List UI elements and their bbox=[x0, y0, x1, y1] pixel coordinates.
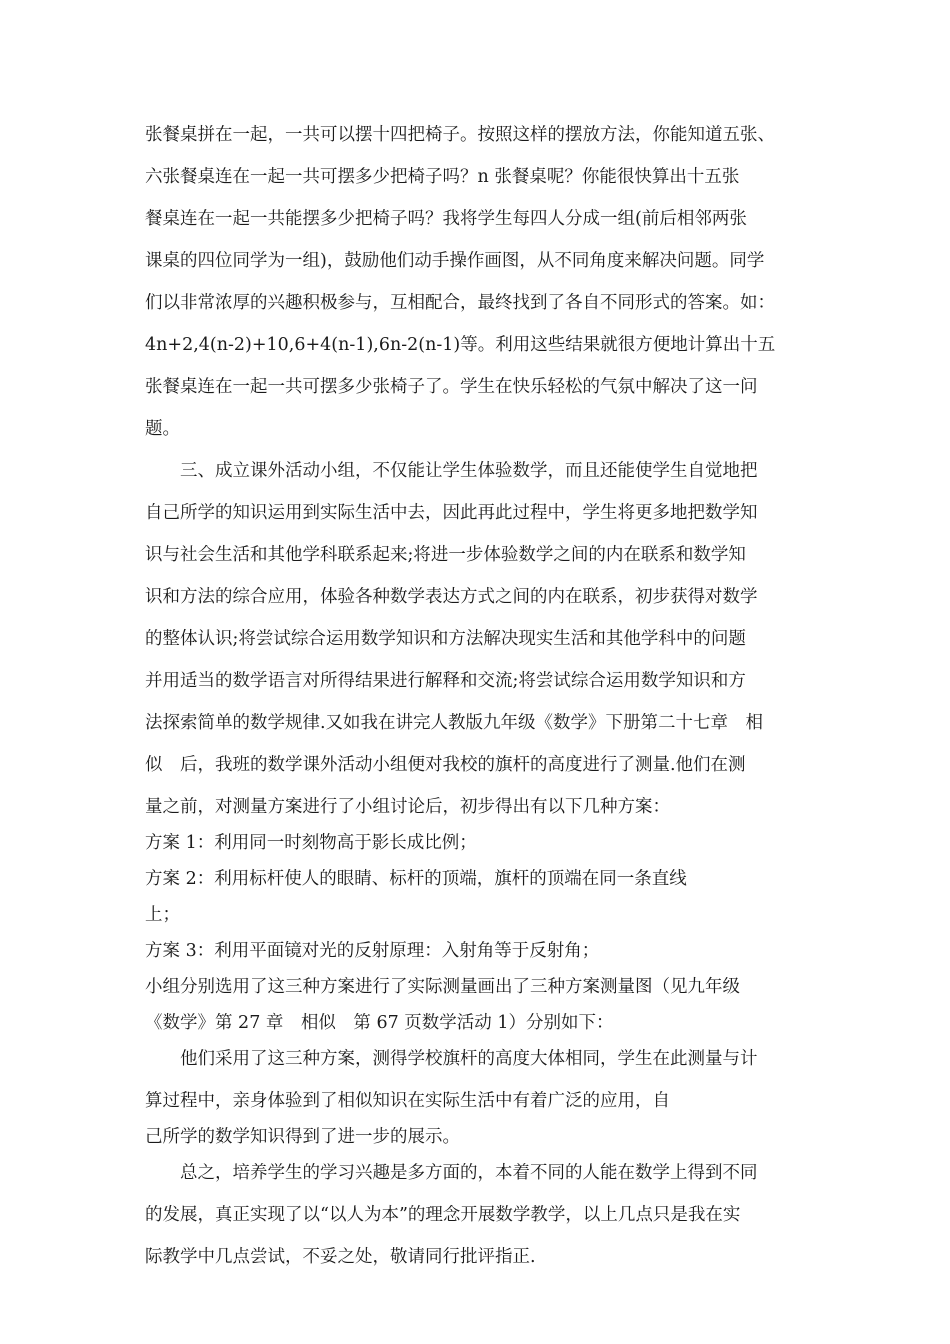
text-line: 4n+2,4(n-2)+10,6+4(n-1),6n-2(n-1)等。利用这些结果就很方便地计算出十五 bbox=[145, 335, 776, 355]
text-line: 的整体认识;将尝试综合运用数学知识和方法解决现实生活和其他学科中的问题 bbox=[145, 629, 746, 649]
text-line: 课桌的四位同学为一组)，鼓励他们动手操作画图，从不同角度来解决问题。同学 bbox=[145, 251, 765, 271]
text-line: 己所学的数学知识得到了进一步的展示。 bbox=[145, 1127, 460, 1147]
text-line: 餐桌连在一起一共能摆多少把椅子吗？我将学生每四人分成一组(前后相邻两张 bbox=[145, 209, 747, 229]
text-line: 方案 3：利用平面镜对光的反射原理：入射角等于反射角； bbox=[145, 941, 600, 961]
text-line: 方案 2：利用标杆使人的眼睛、标杆的顶端，旗杆的顶端在同一条直线 bbox=[145, 869, 687, 889]
text-line: 识和方法的综合应用，体验各种数学表达方式之间的内在联系，初步获得对数学 bbox=[145, 587, 758, 607]
text-line: 际教学中几点尝试，不妥之处，敬请同行批评指正. bbox=[145, 1247, 536, 1267]
text-line: 方案 1：利用同一时刻物高于影长成比例； bbox=[145, 833, 477, 853]
text-line: 张餐桌拼在一起，一共可以摆十四把椅子。按照这样的摆放方法，你能知道五张、 bbox=[145, 125, 775, 145]
text-line: 题。 bbox=[145, 419, 180, 439]
text-line: 并用适当的数学语言对所得结果进行解释和交流;将尝试综合运用数学知识和方 bbox=[145, 671, 746, 691]
text-line: 似 后，我班的数学课外活动小组便对我校的旗杆的高度进行了测量.他们在测 bbox=[145, 755, 746, 775]
text-line: 识与社会生活和其他学科联系起来;将进一步体验数学之间的内在联系和数学知 bbox=[145, 545, 746, 565]
text-line: 总之，培养学生的学习兴趣是多方面的，本着不同的人能在数学上得到不同 bbox=[180, 1163, 758, 1183]
text-line: 六张餐桌连在一起一共可摆多少把椅子吗？n 张餐桌呢？你能很快算出十五张 bbox=[145, 167, 740, 187]
text-line: 算过程中，亲身体验到了相似知识在实际生活中有着广泛的应用，自 bbox=[145, 1091, 670, 1111]
text-line: 上； bbox=[145, 905, 180, 925]
text-line: 量之前，对测量方案进行了小组讨论后，初步得出有以下几种方案： bbox=[145, 797, 670, 817]
text-line: 自己所学的知识运用到实际生活中去，因此再此过程中，学生将更多地把数学知 bbox=[145, 503, 758, 523]
text-line: 《数学》第 27 章 相似 第 67 页数学活动 1）分别如下： bbox=[145, 1013, 614, 1033]
text-line: 小组分别选用了这三种方案进行了实际测量画出了三种方案测量图（见九年级 bbox=[145, 977, 740, 997]
text-line: 三、成立课外活动小组，不仅能让学生体验数学，而且还能使学生自觉地把 bbox=[180, 461, 758, 481]
text-line: 法探索简单的数学规律.又如我在讲完人教版九年级《数学》下册第二十七章 相 bbox=[145, 713, 764, 733]
text-line: 的发展，真正实现了以“以人为本”的理念开展数学教学，以上几点只是我在实 bbox=[145, 1205, 741, 1225]
text-line: 们以非常浓厚的兴趣积极参与，互相配合，最终找到了各自不同形式的答案。如： bbox=[145, 293, 775, 313]
text-line: 张餐桌连在一起一共可摆多少张椅子了。学生在快乐轻松的气氛中解决了这一问 bbox=[145, 377, 758, 397]
text-line: 他们采用了这三种方案，测得学校旗杆的高度大体相同，学生在此测量与计 bbox=[180, 1049, 758, 1069]
